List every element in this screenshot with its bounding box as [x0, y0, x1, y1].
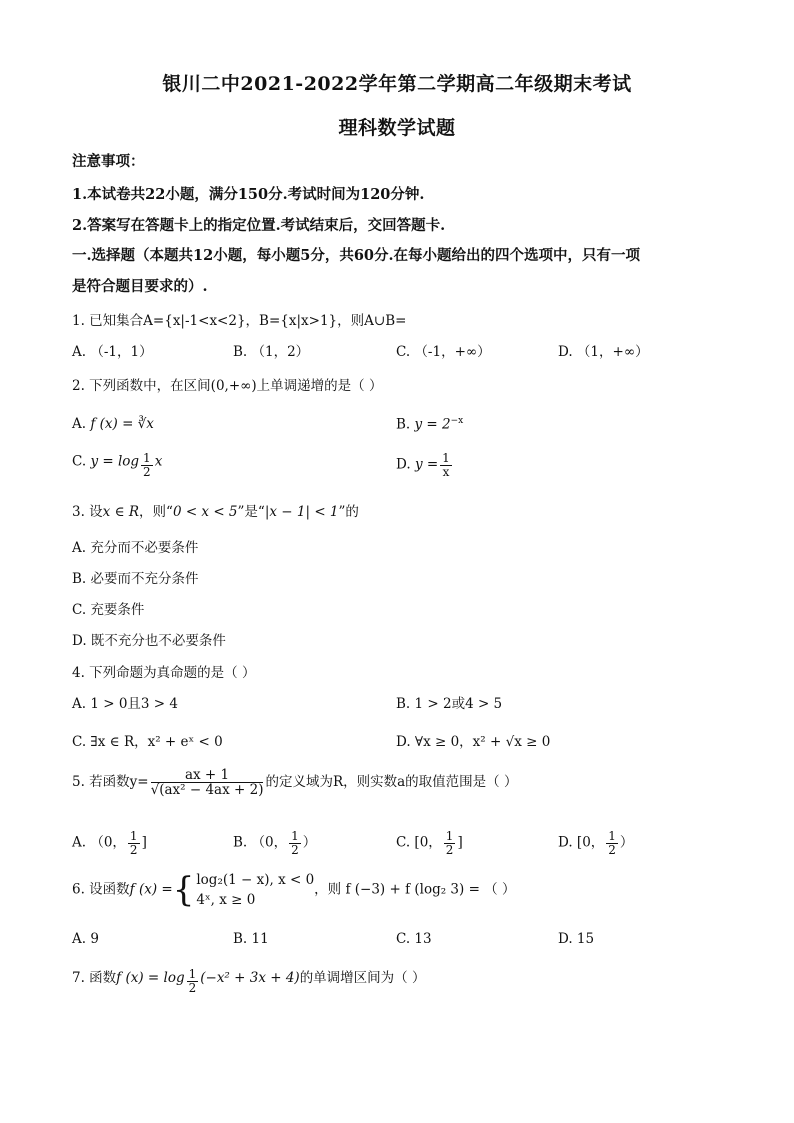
function-lhs: f (x) = — [129, 881, 173, 898]
option-b-expression: y = 2 — [414, 416, 451, 433]
question-6-option-d: D. 15 — [558, 931, 595, 947]
question-2-option-c — [72, 452, 162, 478]
option-part: A. （0， — [72, 834, 126, 851]
fraction-denominator: 2 — [143, 464, 151, 479]
question-2-option-d — [396, 452, 454, 478]
fraction-denominator: 2 — [445, 842, 454, 857]
fraction-denominator: 2 — [608, 842, 616, 857]
function-lhs: f (x) = log — [116, 970, 185, 986]
question-3-option-b: B. 必要而不充分条件 — [72, 571, 199, 587]
option-part: D. [0， — [558, 834, 605, 851]
stem-part: ，则 f (−3) + f (log₂ 3) = （ ） — [314, 881, 516, 898]
stem-condition: x ∈ R — [102, 504, 140, 520]
question-5-option-a — [72, 830, 147, 856]
stem-part: 5. 若函数y= — [72, 774, 149, 791]
log-base-fraction — [187, 968, 199, 994]
question-1-option-a: A. （-1，1） — [72, 344, 153, 360]
fraction-numerator: 1 — [188, 967, 197, 982]
question-5-option-d — [558, 830, 633, 856]
question-5-stem — [72, 768, 517, 797]
question-7-stem — [72, 966, 425, 995]
question-2-stem-post: 上单调递增的是（ ） — [256, 378, 383, 394]
fraction-numerator: 1 — [129, 829, 138, 843]
option-label: A. — [72, 416, 87, 432]
stem-part: ”的 — [338, 504, 359, 520]
half-fraction — [444, 830, 456, 856]
question-4-option-a: A. 1 > 0且3 > 4 — [72, 696, 178, 712]
stem-part: 的定义域为R，则实数a的取值范围是（ ） — [265, 774, 518, 791]
option-a-expression: f (x) = ∛x — [90, 416, 154, 432]
stem-condition: 0 < x < 5 — [172, 504, 238, 520]
fraction-numerator: 1 — [608, 829, 616, 843]
log-base-fraction — [141, 452, 153, 478]
option-b-exponent: −x — [450, 416, 464, 426]
option-label: B. — [396, 416, 411, 433]
option-d-lhs: y = — [414, 456, 439, 473]
option-part: ] — [457, 834, 463, 851]
section-heading-line-1: 一.选择题（本题共12小题，每小题5分，共60分.在每小题给出的四个选项中，只有一项 — [72, 247, 641, 264]
question-2-stem-pre: 2. 下列函数中，在区间 — [72, 378, 211, 394]
stem-part: ，则“ — [139, 504, 173, 520]
fraction-numerator: 1 — [445, 829, 454, 843]
question-6-option-b: B. 11 — [233, 931, 269, 947]
exam-subtitle: 理科数学试题 — [338, 117, 456, 139]
question-3-option-c: C. 充要条件 — [72, 602, 145, 618]
half-fraction — [606, 830, 618, 856]
exam-title: 银川二中2021-2022学年第二学期高二年级期末考试 — [162, 73, 632, 95]
section-heading-line-2: 是符合题目要求的）. — [72, 278, 208, 295]
piecewise-cases — [196, 870, 314, 910]
stem-condition: |x − 1| < 1 — [264, 504, 339, 520]
question-4-option-d: D. ∀x ≥ 0，x² + √x ≥ 0 — [396, 734, 551, 750]
half-fraction — [128, 830, 140, 856]
option-part: ） — [302, 834, 317, 851]
question-1-stem: 1. 已知集合A={x|-1<x<2}，B={x|x>1}，则A∪B= — [72, 313, 407, 329]
question-5-option-b — [233, 830, 316, 856]
question-3-option-d: D. 既不充分也不必要条件 — [72, 633, 226, 649]
fraction-denominator: √(ax² − 4ax + 2) — [150, 782, 264, 799]
function-argument: (−x² + 3x + 4) — [200, 970, 300, 986]
fraction-denominator: x — [442, 464, 450, 479]
question-2-option-b — [396, 416, 463, 433]
left-brace-icon: { — [172, 870, 195, 910]
question-4-option-b: B. 1 > 2或4 > 5 — [396, 696, 503, 712]
option-c-arg: x — [154, 453, 163, 470]
question-2-stem — [72, 374, 382, 394]
stem-part: 3. 设 — [72, 504, 103, 520]
fraction-numerator: ax + 1 — [151, 768, 264, 783]
option-c-log: y = log — [90, 453, 140, 470]
notes-item-2: 2.答案写在答题卡上的指定位置.考试结束后，交回答题卡. — [72, 217, 446, 234]
option-part: B. （0， — [233, 834, 288, 851]
option-d-fraction — [440, 452, 452, 478]
fraction-numerator: 1 — [442, 451, 450, 465]
question-6-option-c: C. 13 — [396, 931, 432, 947]
fraction-numerator: 1 — [143, 451, 151, 465]
option-label: D. — [396, 456, 411, 473]
question-4-option-c: C. ∃x ∈ R，x² + eˣ < 0 — [72, 734, 223, 750]
question-1-option-c: C. （-1，+∞） — [396, 344, 491, 360]
stem-part: 6. 设函数 — [72, 881, 130, 898]
fraction-denominator: 2 — [291, 842, 299, 857]
stem-part: 7. 函数 — [72, 970, 117, 986]
question-1-option-d: D. （1，+∞） — [558, 344, 649, 360]
case-2: 4ˣ, x ≥ 0 — [196, 892, 256, 908]
fraction-numerator: 1 — [291, 829, 299, 843]
question-5-option-c — [396, 830, 463, 856]
notes-item-1: 1.本试卷共22小题，满分150分.考试时间为120分钟. — [72, 186, 425, 203]
option-part: C. [0， — [396, 834, 442, 851]
question-4-stem: 4. 下列命题为真命题的是（ ） — [72, 665, 256, 681]
question-3-option-a: A. 充分而不必要条件 — [72, 540, 199, 556]
question-2-interval: (0,+∞) — [210, 378, 257, 394]
question-1-option-b: B. （1，2） — [233, 344, 310, 360]
question-6-option-a: A. 9 — [72, 931, 99, 947]
question-3-stem — [72, 500, 359, 520]
notes-heading: 注意事项： — [72, 153, 145, 170]
stem-part: ”是“ — [237, 504, 265, 520]
option-part: ） — [619, 834, 634, 851]
question-5-fraction — [151, 768, 264, 797]
fraction-denominator: 2 — [188, 981, 197, 995]
question-6-stem — [72, 870, 515, 910]
option-label: C. — [72, 453, 87, 470]
option-part: ] — [141, 834, 147, 851]
half-fraction — [289, 830, 301, 856]
case-1: log₂(1 − x), x < 0 — [196, 872, 315, 888]
fraction-denominator: 2 — [129, 842, 138, 857]
question-2-option-a — [72, 416, 154, 432]
stem-part: 的单调增区间为（ ） — [299, 970, 426, 986]
